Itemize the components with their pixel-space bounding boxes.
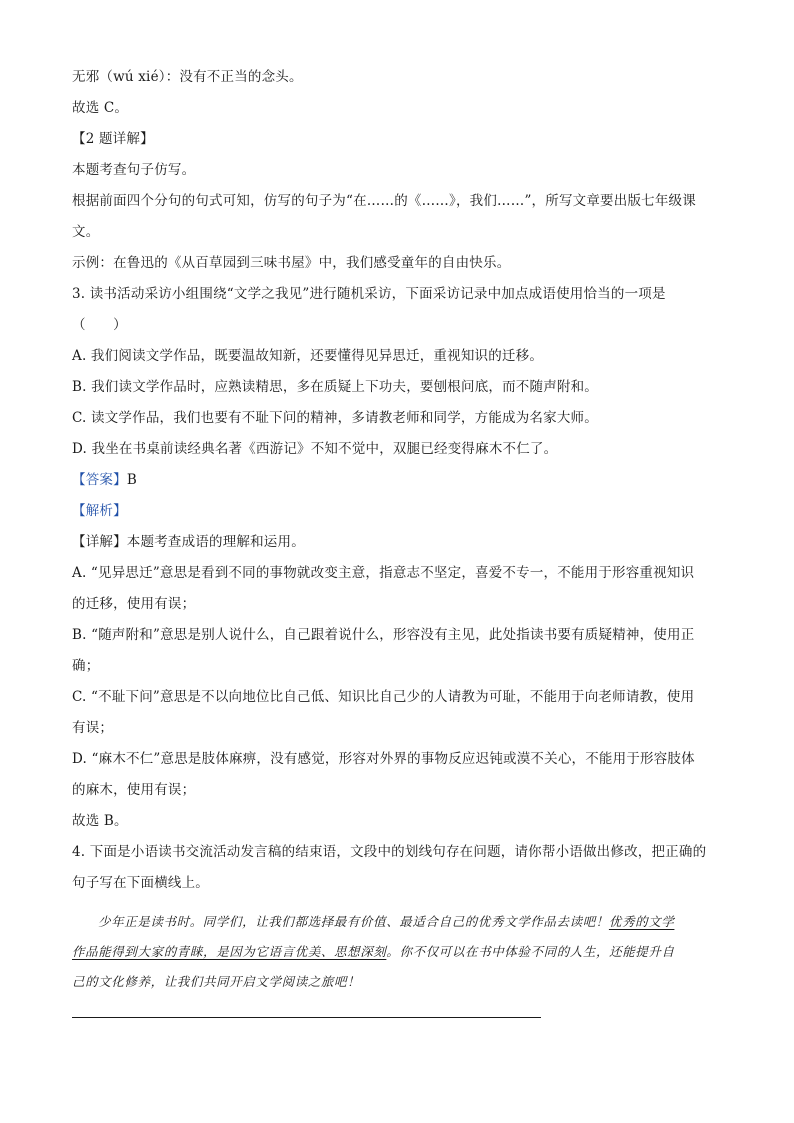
option-a: A. 我们阅读文学作品，既要温故知新，还要懂得见异思迁，重视知识的迁移。 [72,348,544,364]
answer-line [72,465,722,496]
detail-line: 有误； [72,720,114,736]
detail-line: 确； [72,658,100,674]
text-line: 本题考查句子仿写。 [72,162,196,178]
text-line: 故选 C。 [72,100,129,116]
text-line: 示例：在鲁迅的《从百草园到三味书屋》中，我们感受童年的自由快乐。 [72,255,511,271]
passage-text: 少年正是读书时。同学们，让我们都选择最有价值、最适合自己的优秀文学作品去读吧！ [98,914,609,929]
text-line: 根据前面四个分句的句式可知，仿写的句子为“在……的《……》，我们……”，所写文章要出版七年级课 [72,193,696,209]
option-b: B. 我们读文学作品时，应熟读精思，多在质疑上下功夫，要刨根问底，而不随声附和。 [72,379,599,395]
passage-line [72,907,722,937]
option-c: C. 读文学作品，我们也要有不耻下问的精神，多请教老师和同学，方能成为名家大师。 [72,410,598,426]
passage-line [72,937,722,967]
underlined-sentence: 作品能得到大家的青睐，是因为它语言优美、思想深刻 [72,944,387,959]
answer-blank-line [72,1017,541,1018]
question-stem: 3. 读书活动采访小组围绕“文学之我见”进行随机采访，下面采访记录中加点成语使用恰当的一项是 [72,286,666,302]
detail-line: 【详解】本题考查成语的理解和运用。 [72,534,305,550]
detail-line: C. “不耻下问”意思是不以向地位比自己低、知识比自己少的人请教为可耻，不能用于向老师请教，使用 [72,689,695,705]
question-stem: 4. 下面是小语读书交流活动发言稿的结束语，文段中的划线句存在问题，请你帮小语做出修改，把正确的 [72,844,707,860]
detail-line: 的麻木，使用有误； [72,782,196,798]
section-heading: 【2 题详解】 [72,131,154,147]
question-blank: （ ） [72,317,127,333]
passage-text: 。你不仅可以在书中体验不同的人生，还能提升自 [386,944,675,959]
option-d: D. 我坐在书桌前读经典名著《西游记》不知不觉中，双腿已经变得麻木不仁了。 [72,441,558,457]
answer-value: B [126,472,137,488]
document-page [72,62,722,997]
answer-tag: 【答案】 [72,472,127,488]
detail-line: 的迁移，使用有误； [72,596,196,612]
underlined-sentence: 优秀的文学 [608,914,675,929]
detail-line: D. “麻木不仁”意思是肢体麻痹，没有感觉，形容对外界的事物反应迟钝或漠不关心，不能用于形容肢体 [72,751,695,767]
passage-block [72,907,722,997]
passage-line: 己的文化修养，让我们共同开启文学阅读之旅吧！ [72,974,361,989]
analysis-tag: 【解析】 [72,503,127,519]
detail-line: B. “随声附和”意思是别人说什么，自己跟着说什么，形容没有主见，此处指读书要有质疑精神，使用正 [72,627,695,643]
question-stem: 句子写在下面横线上。 [72,875,209,891]
text-line: 无邪（wú xié）：没有不正当的念头。 [72,69,303,85]
text-line: 文。 [72,224,100,240]
detail-line: 故选 B。 [72,813,128,829]
detail-line: A. “见异思迁”意思是看到不同的事物就改变主意，指意志不坚定，喜爱不专一，不能用于形容重视知识 [72,565,695,581]
